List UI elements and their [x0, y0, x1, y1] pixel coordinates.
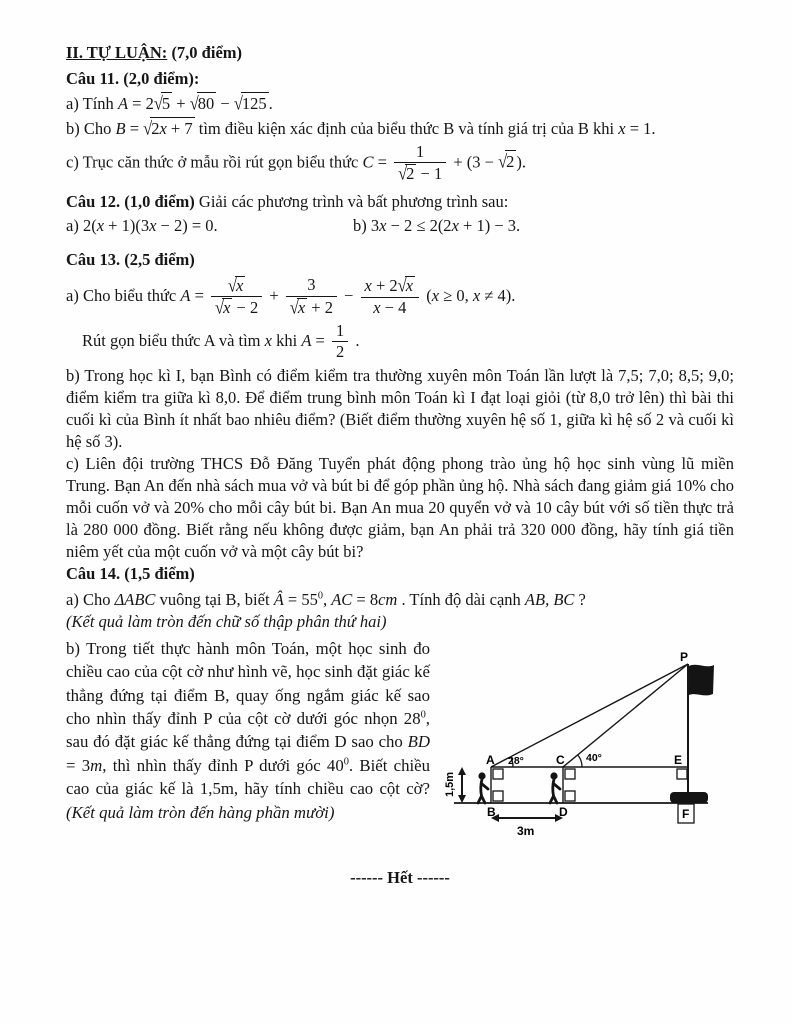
person-b-body — [481, 779, 482, 796]
sight-line-cp — [563, 664, 688, 767]
person-d-leg-right — [554, 796, 558, 803]
right-angle-a — [493, 769, 503, 779]
person-figure-d — [550, 772, 560, 803]
person-figure-b — [478, 772, 488, 803]
cau11-c: c) Trục căn thức ở mẫu rồi rút gọn biểu thức C = $\frac{1}{√2 - 1}$ + (3 − √2 ). — [66, 142, 527, 185]
section-title: II. TỰ LUẬN: — [66, 43, 168, 62]
label-f: F — [682, 806, 690, 821]
end-marker: ------ Hết ------ — [350, 867, 450, 887]
cau12-equations — [66, 215, 734, 237]
cau12-heading-bold: Câu 12. (1,0 điểm) — [66, 191, 195, 211]
person-b-arm — [482, 784, 488, 789]
cau12-b: b) 3x − 2 ≤ 2(2x + 1) − 3. — [353, 215, 521, 235]
person-d-arm — [554, 784, 560, 789]
flagpole-diagram — [438, 639, 734, 847]
distance-label: 3m — [517, 823, 535, 838]
flagpole-figure — [438, 639, 734, 853]
label-a: A — [486, 752, 495, 767]
label-p: P — [680, 649, 689, 664]
section-header — [66, 42, 734, 64]
cau14-b-paragraph: b) Trong tiết thực hành môn Toán, một học sinh đo chiều cao của cột cờ như hình vẽ, học sinh đặt giác kế thẳng đứng tại điểm B, quay ống ngắm giác kế sao cho nhìn thấy đỉnh P của cột cờ dưới góc nhọn $28^0$, sau đó đặt giác kế thẳng đứng tại điểm D sao cho BD = 3m, thì nhìn thấy đỉnh P dưới góc $40^0$. Biết chiều cao của giác kế là 1,5m, hãy tính chiều cao cột cờ? (Kết quả làm tròn đến hàng phần mười) — [66, 638, 430, 822]
angle-label-c: 40° — [586, 751, 602, 764]
label-b: B — [487, 804, 496, 819]
pole-base-slab — [670, 792, 708, 803]
cau13-rutgon: Rút gọn biểu thức A và tìm x khi A = $\frac{1}{2}$ . — [82, 320, 360, 362]
right-angle-e — [677, 769, 687, 779]
label-d: D — [559, 804, 568, 819]
cau14-b-section — [66, 637, 734, 853]
person-b-leg-right — [482, 796, 486, 803]
person-d-body — [553, 779, 554, 796]
angle-arc-c — [578, 755, 582, 767]
section-points: (7,0 điểm) — [167, 43, 243, 62]
cau13-b-paragraph: b) Trong học kì I, bạn Bình có điểm kiểm tra thường xuyên môn Toán lần lượt là 7,5; 7,0; 8,5; 9,0; điểm kiểm tra giữa kì 8,0. Để điểm trung bình môn Toán kì I đạt loại giỏi (từ 8,0 trở lên) thì bài thi cuối kì của Bình ít nhất bao nhiêu điểm? (Biết điểm thường xuyên hệ số 1, giữa kì hệ số 2 và cuối kì hệ số 3). — [66, 365, 734, 451]
cau14-a: a) Cho ΔABC vuông tại B, biết Â = $55^0$, AC = 8cm . Tính độ dài cạnh AB, BC ? — [66, 589, 586, 609]
cau13-a: a) Cho biểu thức A = $\frac{√x}{√x - 2}$ + $\frac{3}{√x + 2}$ − $\frac{x + 2√x}{x - 4}$ (x ≥ 0, x ≠ 4). — [66, 274, 516, 319]
height-arrowhead-bottom — [458, 795, 466, 803]
cau12-heading — [66, 191, 734, 213]
cau13-c-paragraph: c) Liên đội trường THCS Đỗ Đăng Tuyển phát động phong trào ủng hộ học sinh vùng lũ miền Trung. Bạn An đến nhà sách mua vở và bút bi để góp phần ủng hộ. Nhà sách đang giảm giá 10% cho mỗi cuốn vở và 20% cho mỗi cây bút bi. Bạn An mua 20 quyển vở và 10 cây bút với số tiền thực trả là 280 000 đồng. Biết rằng nếu không được giảm, bạn An phải trả 320 000 đồng, hãy tính giá tiền niêm yết của một cuốn vở và một cây bút bi? — [66, 453, 734, 561]
right-angle-d — [565, 791, 575, 801]
label-e: E — [674, 752, 683, 767]
cau13-heading: Câu 13. (2,5 điểm) — [66, 249, 195, 269]
height-label: 1,5m — [444, 771, 456, 797]
right-angle-b — [493, 791, 503, 801]
flag-icon — [689, 665, 714, 696]
cau14-heading: Câu 14. (1,5 điểm) — [66, 563, 195, 583]
label-c: C — [556, 752, 565, 767]
cau14-note: (Kết quả làm tròn đến chữ số thập phân thứ hai) — [66, 611, 387, 631]
height-arrowhead-top — [458, 767, 466, 775]
cau11-heading: Câu 11. (2,0 điểm): — [66, 69, 200, 88]
cau12-a: a) 2(x + 1)(3x − 2) = 0. — [66, 215, 218, 235]
right-angle-c — [565, 769, 575, 779]
cau12-heading-rest: Giải các phương trình và bất phương trình sau: — [194, 191, 509, 211]
cau11-a: a) Tính A = 2√5 + √80 − √125 . — [66, 92, 273, 115]
cau11-b: b) Cho B = √2x + 7 tìm điều kiện xác định của biểu thức B và tính giá trị của B khi x = 1. — [66, 117, 656, 140]
angle-label-a: 28° — [508, 754, 524, 767]
